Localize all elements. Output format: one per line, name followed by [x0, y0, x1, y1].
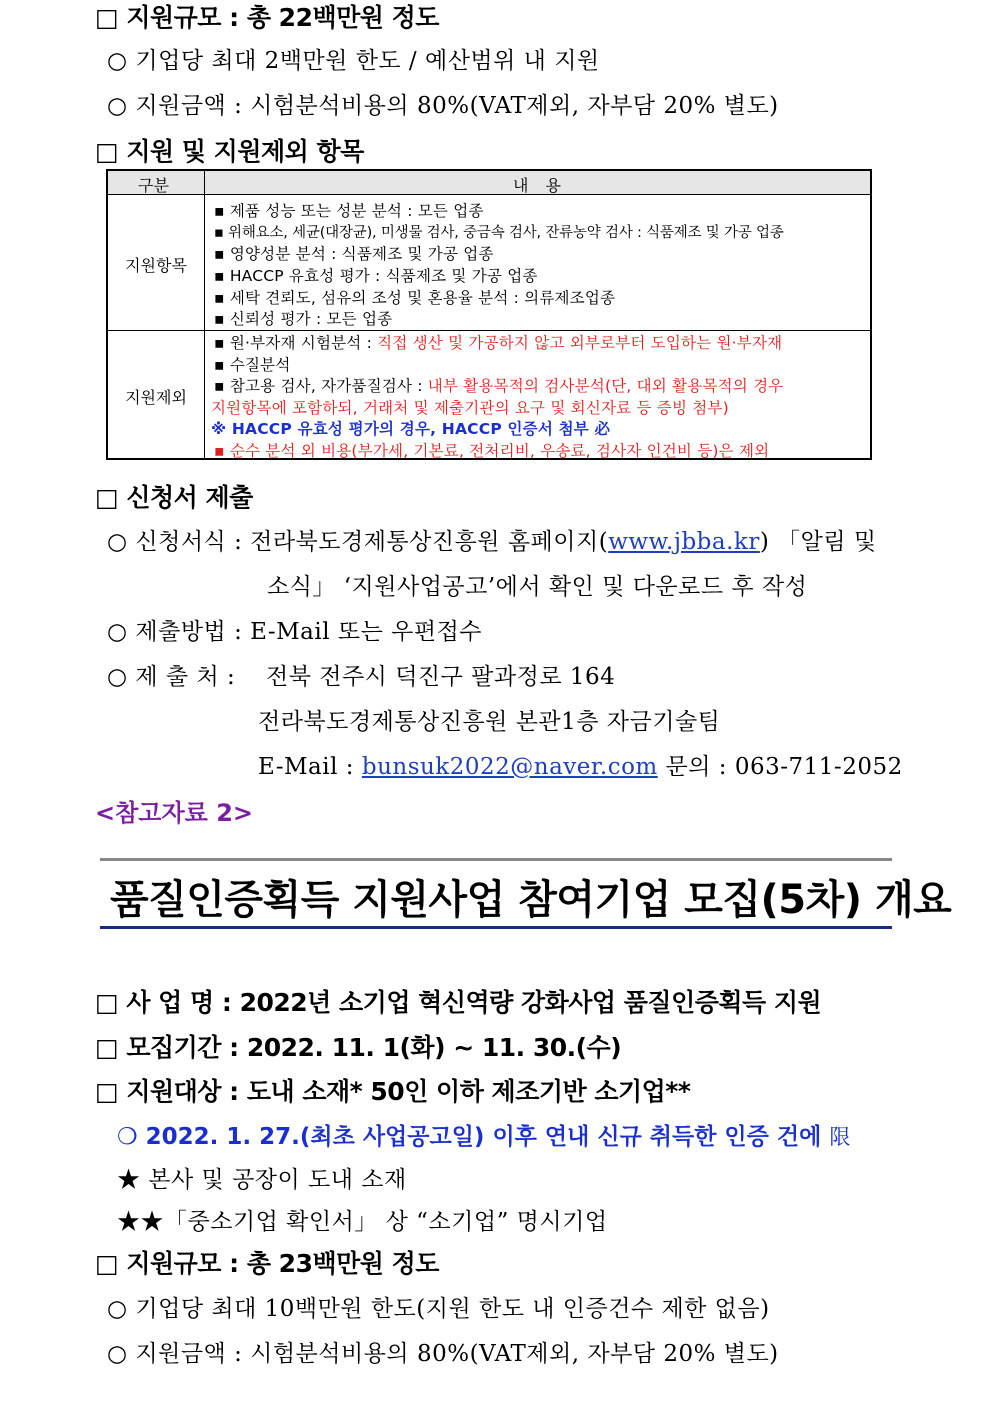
support-amount-item: ○ 지원금액 : 시험분석비용의 80%(VAT제외, 자부담 20% 별도): [107, 93, 779, 119]
application-form-item-continued: 소식」 ‘지원사업공고’에서 확인 및 다운로드 후 작성: [267, 574, 808, 600]
project-name: □ 사 업 명 : 2022년 소기업 혁신역량 강화사업 품질인증획득 지원: [95, 988, 822, 1017]
support-items-table: [106, 169, 872, 460]
submission-team: 전라북도경제통상진흥원 본관1층 자금기술팀: [258, 709, 721, 735]
haccp-note: ※ HACCP 유효성 평가의 경우, HACCP 인증서 첨부 必: [211, 420, 611, 438]
footnote-2: ★★「중소기업 확인서」 상 “소기업” 명시기업: [117, 1209, 608, 1235]
exclude-row: ▪ 참고용 검사, 자가품질검사 : 내부 활용목적의 검사분석(단, 대외 활용목적의 경우: [214, 377, 784, 395]
page-title: 품질인증획득 지원사업 참여기업 모집(5차) 개요: [110, 877, 952, 923]
support-target: □ 지원대상 : 도내 소재* 50인 이하 제조기반 소기업**: [95, 1077, 691, 1106]
support-row: ▪ 세탁 견뢰도, 섬유의 조성 및 혼용율 분석 : 의류제조업종: [214, 289, 616, 307]
title-top-rule: [100, 858, 892, 861]
section-heading-application: □ 신청서 제출: [95, 483, 253, 512]
support-limit-item: ○ 기업당 최대 2백만원 한도 / 예산범위 내 지원: [107, 48, 600, 74]
submission-method-item: ○ 제출방법 : E-Mail 또는 우편접수: [107, 619, 483, 645]
application-form-item: ○ 신청서식 : 전라북도경제통상진흥원 홈페이지(www.jbba.kr) 「알림 및: [107, 529, 877, 555]
support-row: ▪ 영양성분 분석 : 식품제조 및 가공 업종: [214, 245, 494, 263]
exclude-row-continued: 지원항목에 포함하되, 거래처 및 제출기관의 요구 및 회신자료 등 증빙 첨부): [211, 399, 729, 417]
support-row: ▪ 신뢰성 평가 : 모든 업종: [214, 310, 393, 328]
recruit-period: □ 모집기간 : 2022. 11. 1(화) ~ 11. 30.(수): [95, 1033, 622, 1062]
support-category-label: 지원항목: [125, 256, 187, 275]
exclude-row: ▪ 수질분석: [214, 356, 291, 374]
exclude-row: ▪ 순수 분석 외 비용(부가세, 기본료, 전처리비, 우송료, 검사자 인건비 등)은 제외: [214, 442, 770, 460]
submission-address: 전북 전주시 덕진구 팔과정로 164: [266, 664, 616, 690]
homepage-link[interactable]: www.jbba.kr: [608, 529, 760, 555]
exclude-category-label: 지원제외: [125, 388, 187, 407]
section-heading-support-scale-2: □ 지원규모 : 총 23백만원 정도: [95, 1249, 439, 1278]
support-row: ▪ HACCP 유효성 평가 : 식품제조 및 가공 업종: [214, 267, 538, 285]
reference-label: <참고자료 2>: [95, 799, 254, 827]
header-category: 구분: [138, 176, 169, 195]
header-content: 내 용: [513, 176, 567, 195]
support-limit-item-2: ○ 기업당 최대 10백만원 한도(지원 한도 내 인증건수 제한 없음): [107, 1296, 770, 1322]
support-amount-item-2: ○ 지원금액 : 시험분석비용의 80%(VAT제외, 자부담 20% 별도): [107, 1341, 779, 1367]
section-heading-support-items: □ 지원 및 지원제외 항목: [95, 137, 364, 166]
target-condition: ❍ 2022. 1. 27.(최초 사업공고일) 이후 연내 신규 취득한 인증 건에 限: [117, 1124, 851, 1150]
email-link[interactable]: bunsuk2022@naver.com: [361, 754, 658, 780]
footnote-1: ★ 본사 및 공장이 도내 소재: [117, 1167, 407, 1193]
contact-line: E-Mail : bunsuk2022@naver.com 문의 : 063-711-2052: [258, 754, 903, 780]
support-row: ▪ 제품 성능 또는 성분 분석 : 모든 업종: [214, 202, 484, 220]
table-header: [108, 171, 870, 195]
submission-place-label: ○ 제 출 처 :: [107, 664, 236, 690]
title-bottom-rule: [100, 926, 892, 929]
support-row: ▪ 위해요소, 세균(대장균), 미생물 검사, 중금속 검사, 잔류농약 검사 : 식품제조 및 가공 업종: [214, 225, 784, 241]
exclude-row: ▪ 원·부자재 시험분석 : 직접 생산 및 가공하지 않고 외부로부터 도입하는 원·부자재: [214, 334, 783, 352]
section-heading-support-scale: □ 지원규모 : 총 22백만원 정도: [95, 3, 439, 32]
